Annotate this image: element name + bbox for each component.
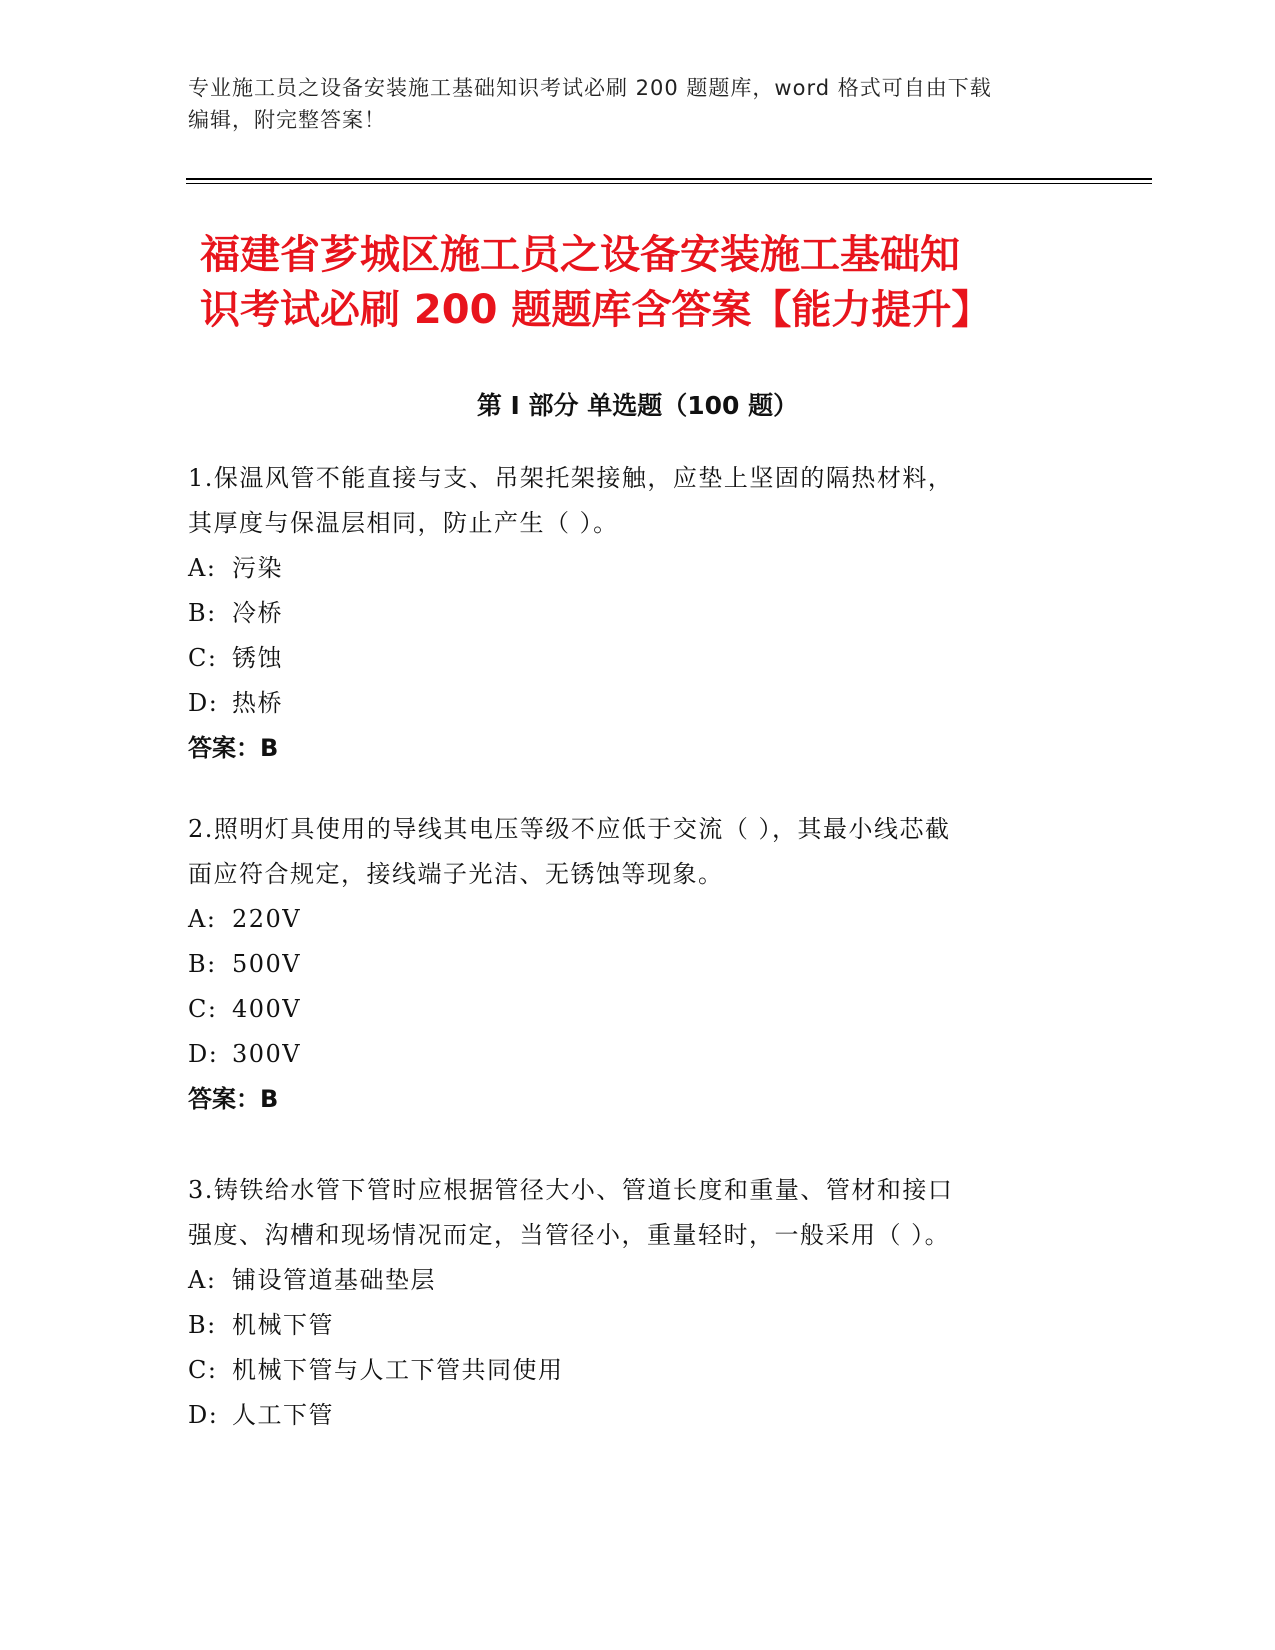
header-divider-thin [186, 183, 1152, 184]
option-b [188, 942, 1088, 987]
option-b [188, 591, 1088, 636]
document-title [200, 228, 1100, 338]
option-d [188, 1393, 1088, 1438]
header-note-line2: 编辑，附完整答案！ [188, 108, 386, 132]
option-c [188, 987, 1088, 1032]
question-stem-line2: 其厚度与保温层相同，防止产生（ ）。 [188, 509, 619, 537]
option-letter: C: [188, 995, 218, 1023]
answer: 答案：B [188, 734, 279, 762]
option-letter: C: [188, 1356, 218, 1384]
option-b [188, 1303, 1088, 1348]
option-letter: D: [188, 1401, 219, 1429]
option-letter: A: [188, 554, 217, 582]
option-text: 300V [232, 1040, 302, 1068]
question-stem-line2: 强度、沟槽和现场情况而定，当管径小，重量轻时，一般采用（ ）。 [188, 1221, 951, 1249]
option-letter: D: [188, 689, 219, 717]
option-a [188, 546, 1088, 591]
option-text: 人工下管 [232, 1401, 334, 1429]
option-text: 机械下管与人工下管共同使用 [232, 1356, 564, 1384]
option-text: 铺设管道基础垫层 [232, 1266, 436, 1294]
question-3 [188, 1168, 1088, 1438]
question-2 [188, 807, 1088, 1122]
option-text: 热桥 [232, 689, 283, 717]
question-stem [188, 807, 1088, 897]
option-d [188, 1032, 1088, 1077]
header-divider-thick [186, 178, 1152, 180]
option-text: 400V [232, 995, 302, 1023]
option-text: 污染 [232, 554, 283, 582]
question-stem-line1: 2.照明灯具使用的导线其电压等级不应低于交流（ ），其最小线芯截 [188, 815, 951, 843]
option-letter: B: [188, 950, 217, 978]
option-letter: A: [188, 905, 217, 933]
option-letter: B: [188, 599, 217, 627]
option-text: 500V [232, 950, 302, 978]
question-stem-line2: 面应符合规定，接线端子光洁、无锈蚀等现象。 [188, 860, 724, 888]
option-letter: A: [188, 1266, 217, 1294]
section-title: 第 I 部分 单选题（100 题） [476, 391, 799, 420]
option-text: 冷桥 [232, 599, 283, 627]
option-a [188, 1258, 1088, 1303]
header-note-line1: 专业施工员之设备安装施工基础知识考试必刷 200 题题库，word 格式可自由下载 [188, 76, 992, 100]
option-d [188, 681, 1088, 726]
answer: 答案：B [188, 1085, 279, 1113]
header-note [188, 72, 1068, 136]
question-stem [188, 1168, 1088, 1258]
question-stem-line1: 3.铸铁给水管下管时应根据管径大小、管道长度和重量、管材和接口 [188, 1176, 954, 1204]
option-a [188, 897, 1088, 942]
option-text: 机械下管 [232, 1311, 334, 1339]
document-title-line1: 福建省芗城区施工员之设备安装施工基础知 [200, 232, 960, 278]
option-letter: C: [188, 644, 218, 672]
question-1 [188, 456, 1088, 771]
document-title-line2: 识考试必刷 200 题题库含答案【能力提升】 [200, 287, 992, 333]
option-c [188, 636, 1088, 681]
option-text: 220V [232, 905, 302, 933]
question-stem [188, 456, 1088, 546]
option-c [188, 1348, 1088, 1393]
question-stem-line1: 1.保温风管不能直接与支、吊架托架接触，应垫上坚固的隔热材料， [188, 464, 954, 492]
option-letter: D: [188, 1040, 219, 1068]
option-letter: B: [188, 1311, 217, 1339]
option-text: 锈蚀 [232, 644, 283, 672]
